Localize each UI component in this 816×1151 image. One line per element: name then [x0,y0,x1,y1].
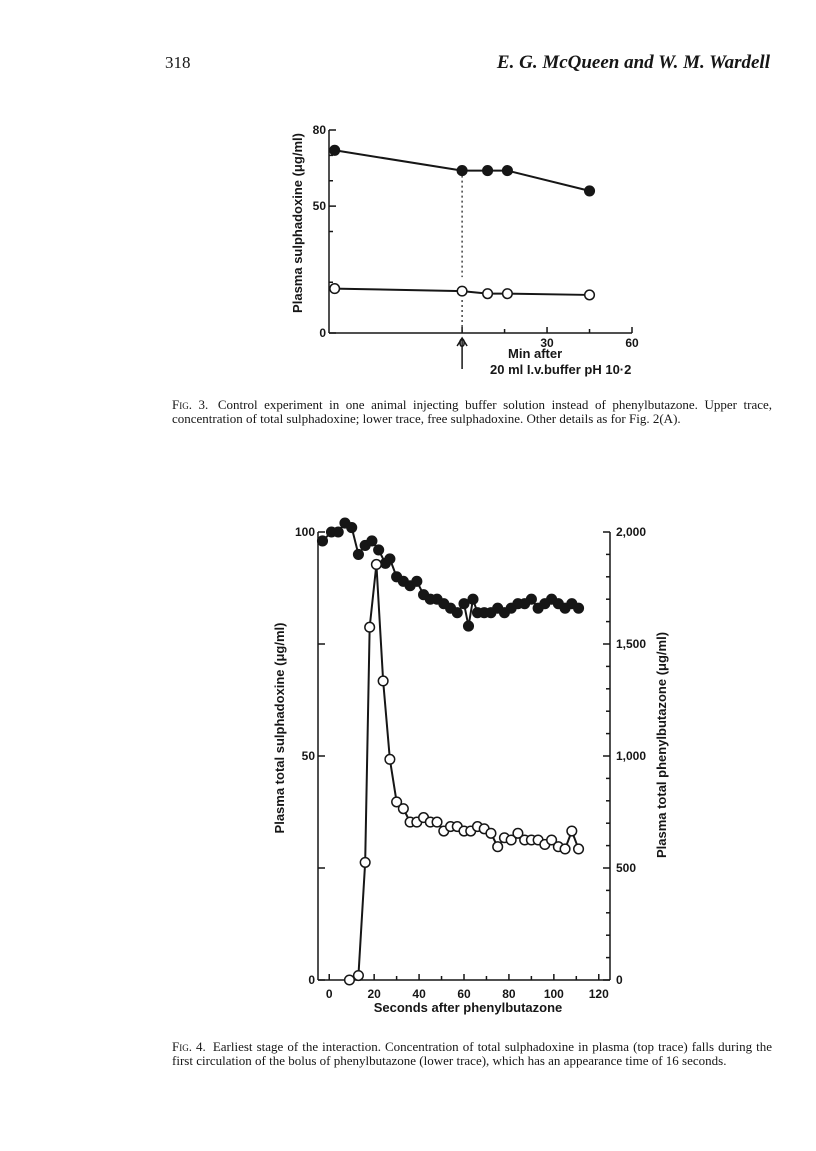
fig4-x-tick-label: 20 [367,987,381,1001]
fig3-caption-label: Fig. 3. [172,397,209,412]
fig4-y-axis-label-right: Plasma total phenylbutazone (μg/ml) [654,631,669,859]
fig4-right-tick-label: 1,000 [616,749,647,763]
fig3-x-tick-label: 60 [625,336,639,350]
fig4-y-axis-label-left: Plasma total sulphadoxine (μg/ml) [272,622,287,834]
fig4-series-1-point [347,523,357,533]
fig4-x-tick-label: 120 [588,987,609,1001]
fig3-caption-text: Control experiment in one animal injecting buffer solution instead of phenylbutazone. Upper trace, concentration of total sulphadoxine; lower trace, free sulphadoxine. Other details as for Fig. 2(A). [172,397,773,426]
fig3-y-axis-label: Plasma sulphadoxine (μg/ml) [290,133,305,313]
fig4-x-tick-label: 40 [412,987,426,1001]
fig4-series-2-point [486,828,496,838]
fig4-series-1-point [374,545,384,555]
fig4-series-1-point [527,594,537,604]
fig3-y-tick-label: 0 [319,326,326,340]
fig4-left-tick-label: 100 [294,525,315,539]
running-header-authors: E. G. McQueen and W. M. Wardell [496,52,770,73]
fig4-series-1-point [452,608,462,618]
fig3-x-axis-label-line1: Min after [508,346,563,361]
fig3-x-tick-label: 0 [458,336,466,350]
fig4-plot-area [318,518,584,985]
fig4-x-tick-label: 60 [457,987,471,1001]
fig4-series-2-point [399,804,409,814]
fig3-x-axis-label-line2: 20 ml I.v.buffer pH 10·2 [490,362,632,377]
fig4-series-1-point [574,603,584,613]
fig4-x-axis-label: Seconds after phenylbutazone [373,1000,563,1015]
fig4-series-2-point [360,858,370,868]
fig4-x-tick-label: 0 [325,987,333,1001]
figure-4-caption [172,1040,772,1068]
fig4-series-2-point [385,755,395,765]
fig4-series-1-point [385,554,395,564]
fig4-series-2-point [567,826,577,836]
fig4-right-tick-label: 2,000 [616,525,647,539]
fig4-series-2-point [372,560,382,570]
fig4-right-tick-label: 500 [616,861,637,875]
fig4-x-tick-label: 100 [543,987,564,1001]
fig4-series-2-point [493,842,503,852]
fig4-series-2-point [574,844,584,854]
fig4-left-tick-label: 50 [301,749,315,763]
fig4-series-2-point [354,971,364,981]
fig3-y-tick-label: 80 [312,123,326,137]
fig4-x-tick-label: 80 [502,987,516,1001]
fig4-series-1-point [333,527,343,537]
fig4-series-1-point [412,576,422,586]
fig3-y-tick-label: 50 [312,199,326,214]
page-number: 318 [165,53,191,72]
fig4-series-2-point [365,622,375,632]
fig4-right-tick-label: 1,500 [616,637,647,651]
fig4-series-1-point [468,594,478,604]
fig4-series-2-point [432,817,442,827]
fig4-caption-label: Fig. 4. [172,1039,206,1054]
fig4-series-2-point [378,676,388,686]
fig3-x-tick-label: 30 [540,336,554,350]
fig4-series-1-point [464,621,474,631]
fig4-series-1-point [354,550,364,560]
fig4-series-1-point [367,536,377,546]
fig4-left-tick-label: 0 [308,973,315,987]
fig4-series-2-point [560,844,570,854]
fig4-series-1-point [318,536,328,546]
fig4-series-1-point [459,599,469,609]
fig4-caption-text: Earliest stage of the interaction. Concentration of total sulphadoxine in plasma (top trace) falls during the first circulation of the bolus of phenylbutazone (lower trace), which has an appearance time of 16 seconds. [172,1039,773,1068]
fig4-right-tick-label: 0 [616,973,623,987]
fig4-series-2-point [345,975,355,985]
